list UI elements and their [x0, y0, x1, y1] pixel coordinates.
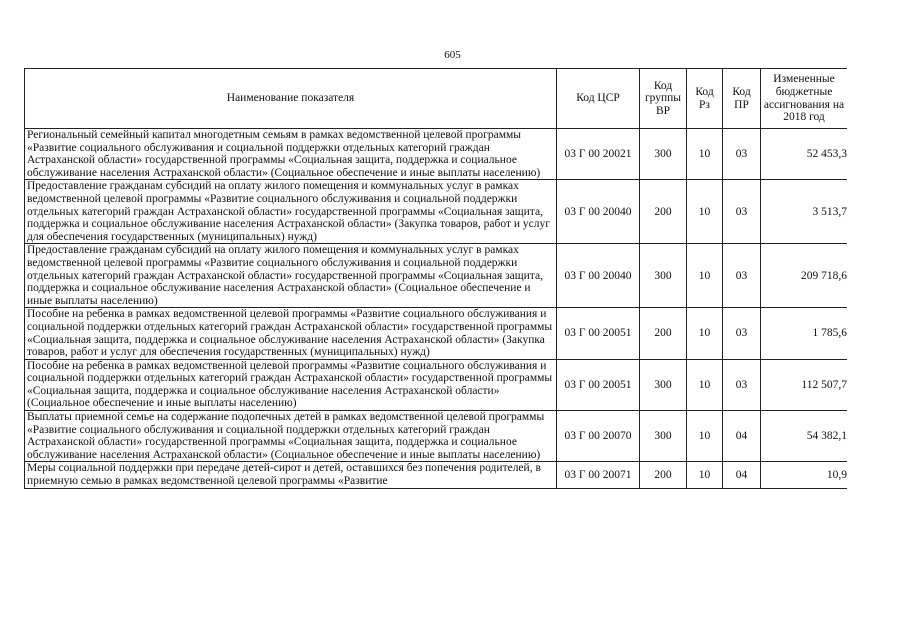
row-name: Выплаты приемной семье на содержание подопечных детей в рамках ведомственной целевой программы «Развитие социального обслуживания и социальной поддержки отдельных категорий граждан Астраханской области» государственной программы «Социальная защита, поддержка и социальное обслуживание населения Астраханской области» (Социальное обеспечение и иные выплаты населению)	[25, 411, 557, 462]
row-amount: 10,9	[761, 462, 848, 488]
row-rz: 10	[687, 244, 723, 308]
header-rz: Код Рз	[687, 69, 723, 129]
row-csr: 03 Г 00 20040	[557, 180, 640, 244]
row-pr: 04	[723, 462, 761, 488]
row-amount: 3 513,7	[761, 180, 848, 244]
row-rz: 10	[687, 462, 723, 488]
row-pr: 03	[723, 244, 761, 308]
row-pr: 04	[723, 411, 761, 462]
table-body	[25, 129, 848, 489]
row-csr: 03 Г 00 20051	[557, 308, 640, 359]
table-row	[25, 129, 848, 180]
row-pr: 03	[723, 359, 761, 410]
row-pr: 03	[723, 308, 761, 359]
row-rz: 10	[687, 411, 723, 462]
table-header-row	[25, 69, 848, 129]
row-name: Предоставление гражданам субсидий на оплату жилого помещения и коммунальных услуг в рамках ведомственной целевой программы «Развитие социального обслуживания и социальной поддержки отдельных категорий граждан Астраханской области» государственной программы «Социальная защита, поддержка и социальное обслуживание населения Астраханской области» (Закупка товаров, работ и услуг для обеспечения государственных (муниципальных) нужд)	[25, 180, 557, 244]
row-vr: 300	[640, 129, 687, 180]
table-row	[25, 359, 848, 410]
row-csr: 03 Г 00 20070	[557, 411, 640, 462]
row-rz: 10	[687, 129, 723, 180]
row-pr: 03	[723, 180, 761, 244]
row-csr: 03 Г 00 20071	[557, 462, 640, 488]
row-vr: 300	[640, 244, 687, 308]
row-csr: 03 Г 00 20051	[557, 359, 640, 410]
row-amount: 112 507,7	[761, 359, 848, 410]
row-name: Пособие на ребенка в рамках ведомственной целевой программы «Развитие социального обслуживания и социальной поддержки отдельных категорий граждан Астраханской области» государственной программы «Социальная защита, поддержка и социальное обслуживание населения Астраханской области» (Социальное обеспечение и иные выплаты населению)	[25, 359, 557, 410]
budget-table-container	[24, 68, 847, 609]
header-vr: Код группы ВР	[640, 69, 687, 129]
row-name: Предоставление гражданам субсидий на оплату жилого помещения и коммунальных услуг в рамках ведомственной целевой программы «Развитие социального обслуживания и социальной поддержки отдельных категорий граждан Астраханской области» государственной программы «Социальная защита, поддержка и социальное обслуживание населения Астраханской области» (Социальное обеспечение и иные выплаты населению)	[25, 244, 557, 308]
row-name: Пособие на ребенка в рамках ведомственной целевой программы «Развитие социального обслуживания и социальной поддержки отдельных категорий граждан Астраханской области» государственной программы «Социальная защита, поддержка и социальное обслуживание населения Астраханской области» (Закупка товаров, работ и услуг для обеспечения государственных (муниципальных) нужд)	[25, 308, 557, 359]
row-vr: 300	[640, 411, 687, 462]
row-name: Региональный семейный капитал многодетным семьям в рамках ведомственной целевой программы «Развитие социального обслуживания и социальной поддержки отдельных категорий граждан Астраханской области» государственной программы «Социальная защита, поддержка и социальное обслуживание населения Астраханской области» (Социальное обеспечение и иные выплаты населению)	[25, 129, 557, 180]
budget-table	[24, 68, 847, 489]
row-csr: 03 Г 00 20021	[557, 129, 640, 180]
row-csr: 03 Г 00 20040	[557, 244, 640, 308]
row-amount: 1 785,6	[761, 308, 848, 359]
row-vr: 300	[640, 359, 687, 410]
table-row	[25, 411, 848, 462]
table-row	[25, 308, 848, 359]
row-amount: 54 382,1	[761, 411, 848, 462]
row-amount: 209 718,6	[761, 244, 848, 308]
row-vr: 200	[640, 180, 687, 244]
row-amount: 52 453,3	[761, 129, 848, 180]
row-rz: 10	[687, 308, 723, 359]
page-number: 605	[444, 49, 461, 61]
header-pr: Код ПР	[723, 69, 761, 129]
header-amount: Измененные бюджетные ассигнования на 2018 год	[761, 69, 848, 129]
header-name: Наименование показателя	[25, 69, 557, 129]
header-csr: Код ЦСР	[557, 69, 640, 129]
row-vr: 200	[640, 462, 687, 488]
table-row	[25, 462, 848, 488]
row-pr: 03	[723, 129, 761, 180]
row-rz: 10	[687, 180, 723, 244]
table-row	[25, 244, 848, 308]
table-row	[25, 180, 848, 244]
row-rz: 10	[687, 359, 723, 410]
row-vr: 200	[640, 308, 687, 359]
row-name: Меры социальной поддержки при передаче детей-сирот и детей, оставшихся без попечения родителей, в приемную семью в рамках ведомственной целевой программы «Развитие	[25, 462, 557, 488]
